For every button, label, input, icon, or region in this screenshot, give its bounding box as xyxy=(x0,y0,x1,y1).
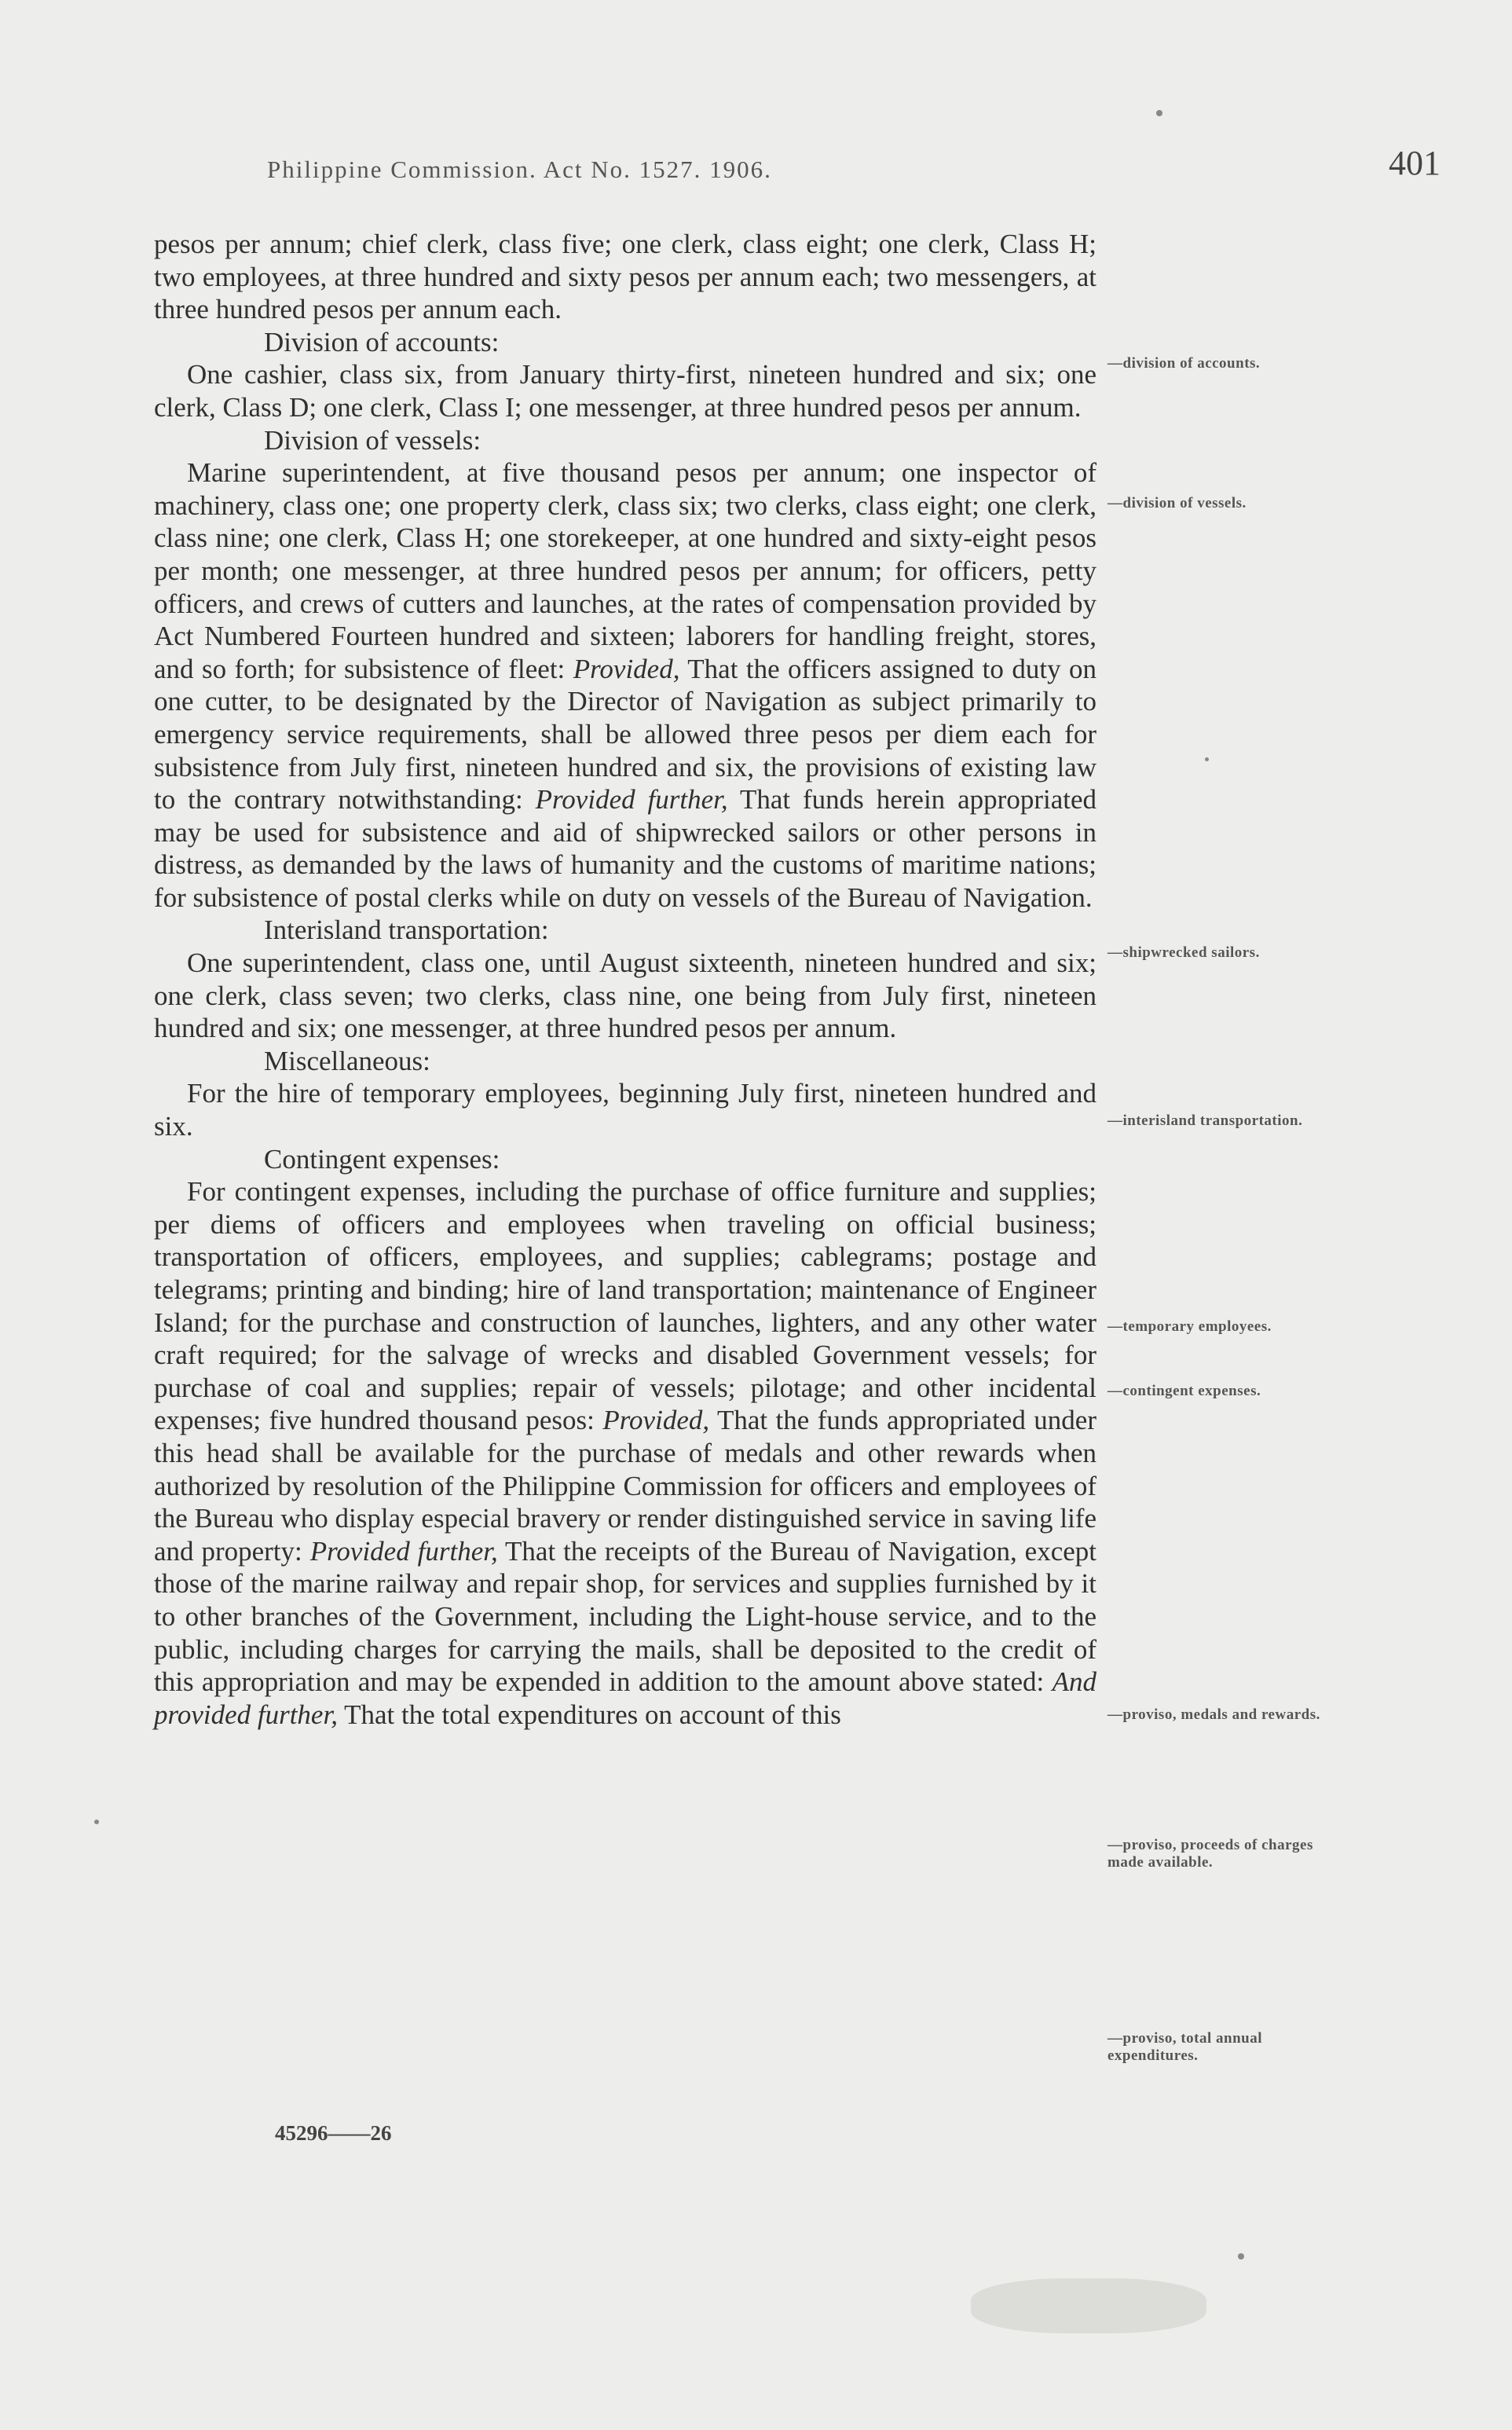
paragraph-continued: pesos per annum; chief clerk, class five; one clerk, class eight; one clerk, Class H; two employees, at three hundred and sixty pesos per annum each; two messengers, at three hundred pesos per annum each. xyxy=(154,229,1096,325)
section-heading-contingent: Contingent expenses: xyxy=(264,1143,500,1175)
margin-note-expenditures: —proviso, total annual expenditures. xyxy=(1107,2030,1262,2064)
paper-speck xyxy=(1205,757,1209,761)
section-heading-vessels: Division of vessels: xyxy=(264,424,481,456)
running-header: Philippine Commission. Act No. 1527. 1906. xyxy=(267,156,772,183)
proviso-word: Provided, xyxy=(602,1405,710,1436)
body-text xyxy=(154,228,1096,1731)
paragraph-interisland: One superintendent, class one, until August sixteenth, nineteen hundred and six; one clerk, class seven; two clerks, class nine, one being from July first, nineteen hundred and six; one messenger, at three hundred pesos per annum. xyxy=(154,947,1096,1044)
section-heading-miscellaneous: Miscellaneous: xyxy=(264,1045,430,1076)
paragraph-accounts: One cashier, class six, from January thirty-first, nineteen hundred and six; one clerk, Class D; one clerk, Class I; one messenger, at three hundred pesos per annum. xyxy=(154,359,1096,423)
margin-note-temporary: —temporary employees. xyxy=(1107,1318,1272,1335)
margin-note-vessels: —division of vessels. xyxy=(1107,495,1247,511)
margin-note-proceeds: —proviso, proceeds of charges made available. xyxy=(1107,1837,1313,1871)
paper-speck xyxy=(1238,2253,1244,2260)
section-heading-accounts: Division of accounts: xyxy=(264,326,500,357)
paragraph-contingent: For contingent expenses, including the purchase of office furniture and supplies; per diems of officers and employees when traveling on official business; transportation of officers, employees, and supplies; cablegrams; postage and telegrams; printing and binding; hire of land transportation; maintenance of Engineer Island; for the purchase and construction of launches, lighters, and any other water craft required; for the salvage of wrecks and disabled Government vessels; for purchase of coal and supplies; repair of vessels; pilotage; and other incidental expenses; five hundred thousand pesos: Provided, That the funds appropriated under this head shall be available for the purchase of medals and other rewards when authorized by resolution of the Philippine Commission for officers and employees of the Bureau who display especial bravery or render distinguished service in saving life and property: Provided further, That the receipts of the Bureau of Navigation, except those of the marine railway and repair shop, for services and supplies furnished by it to other branches of the Government, including the Light-house service, and to the public, including charges for carrying the mails, shall be deposited to the credit of this appropriation and may be expended in addition to the amount above stated: And provided further, That the total expenditures on account of this xyxy=(154,1176,1097,1730)
section-heading-interisland: Interisland transportation: xyxy=(264,914,549,946)
margin-note-contingent: —contingent expenses. xyxy=(1107,1383,1261,1399)
margin-note-shipwrecked: —shipwrecked sailors. xyxy=(1107,944,1260,961)
proviso-further-word: Provided further, xyxy=(309,1535,498,1567)
proviso-word: Provided, xyxy=(573,653,680,684)
signature-mark: 45296——26 xyxy=(275,2121,392,2145)
paper-speck xyxy=(94,1820,99,1824)
paper-stain xyxy=(971,2278,1206,2333)
and-proviso-further-word: And provided further, xyxy=(154,1666,1097,1730)
page-number: 401 xyxy=(1389,144,1441,182)
paragraph-vessels: Marine superintendent, at five thousand pesos per annum; one inspector of machinery, class one; one property clerk, class six; two clerks, class eight; one clerk, class nine; one clerk, Class H; one storekeeper, at one hundred and sixty-eight pesos per month; one messenger, at three hundred pesos per annum; for officers, petty officers, and crews of cutters and launches, at the rates of compensation provided by Act Numbered Fourteen hundred and sixteen; laborers for handling freight, stores, and so forth; for subsistence of fleet: Provided, That the officers assigned to duty on one cutter, to be designated by the Director of Navigation as subject primarily to emergency service requirements, shall be allowed three pesos per diem each for subsistence from July first, nineteen hundred and six, the provisions of existing law to the contrary notwithstanding: Provided further, That funds herein appropriated may be used for subsistence and aid of shipwrecked sailors or other persons in distress, as demanded by the laws of humanity and the customs of maritime nations; for subsistence of postal clerks while on duty on vessels of the Bureau of Navigation. xyxy=(154,457,1096,913)
proviso-further-word: Provided further, xyxy=(535,784,728,815)
margin-note-medals: —proviso, medals and rewards. xyxy=(1107,1706,1320,1723)
margin-note-accounts: —division of accounts. xyxy=(1107,355,1261,372)
paper-speck xyxy=(1156,110,1162,116)
paragraph-miscellaneous: For the hire of temporary employees, beginning July first, nineteen hundred and six. xyxy=(154,1078,1096,1142)
margin-note-interisland: —interisland transportation. xyxy=(1107,1112,1303,1129)
